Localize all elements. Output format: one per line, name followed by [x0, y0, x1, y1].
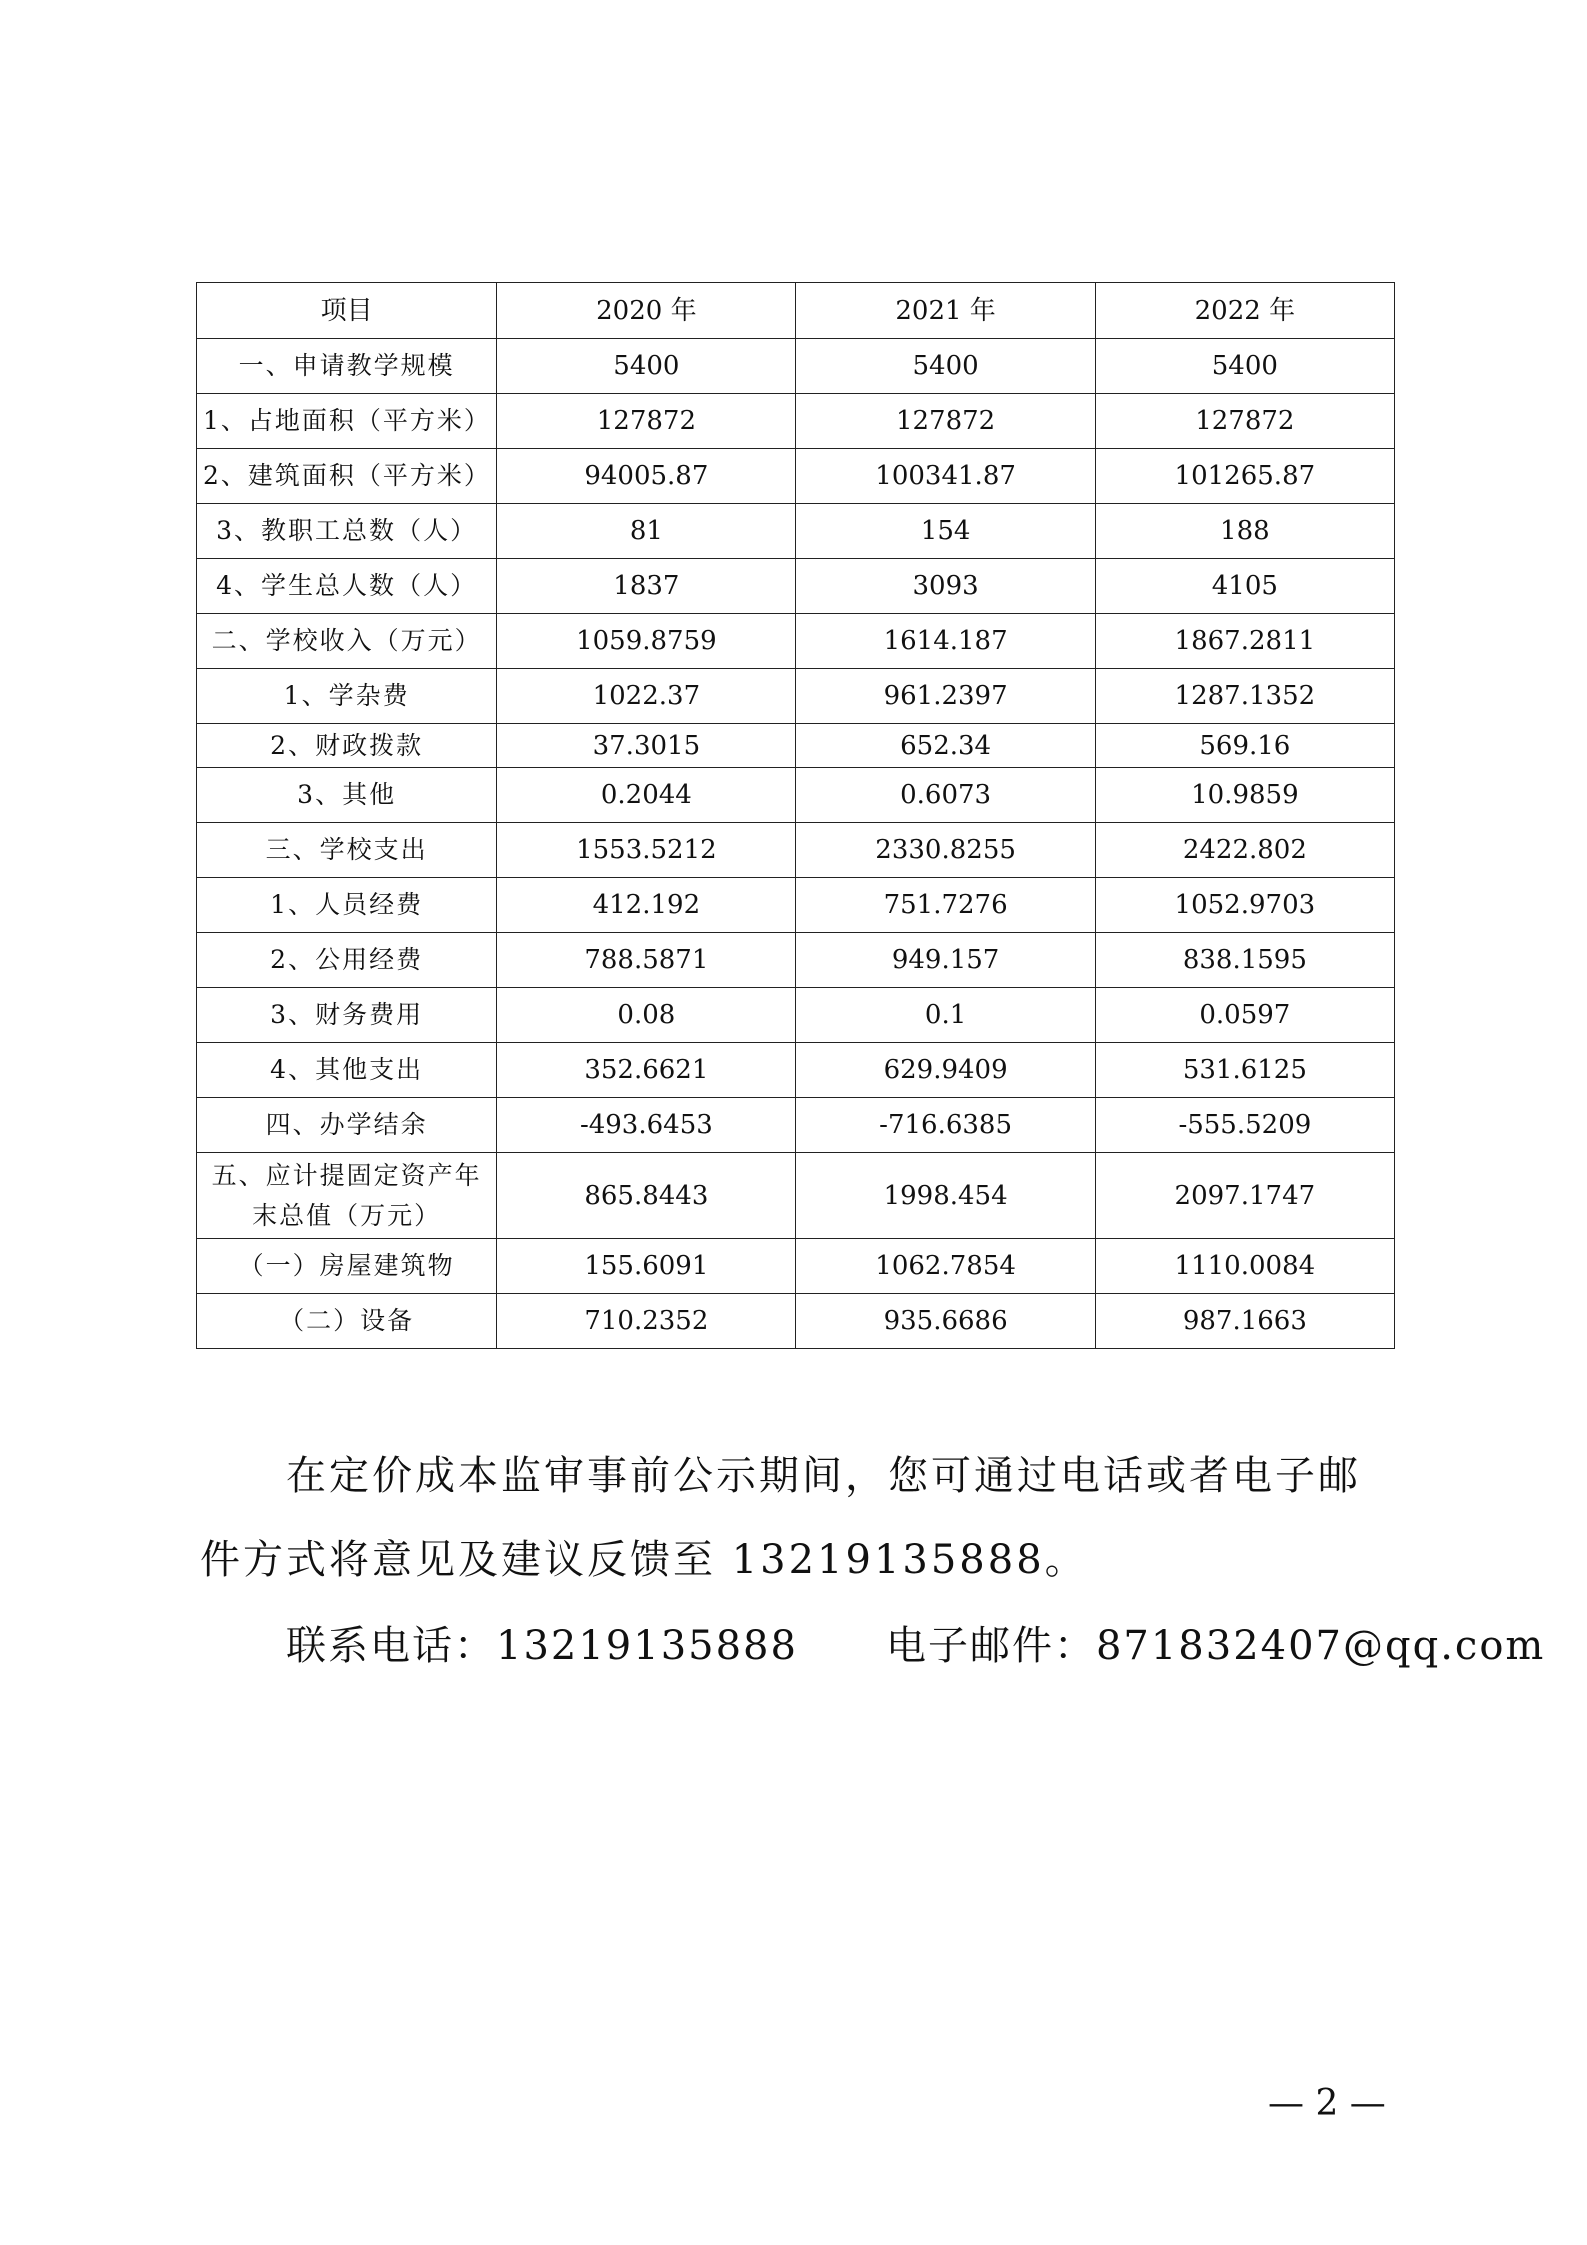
cell-2020: 1022.37 [497, 669, 796, 724]
cell-2020: 788.5871 [497, 933, 796, 988]
cell-2020: 1059.8759 [497, 614, 796, 669]
cell-2022: 1867.2811 [1095, 614, 1394, 669]
cell-2021: 154 [796, 504, 1095, 559]
cell-2020: 127872 [497, 394, 796, 449]
cell-2020: 865.8443 [497, 1153, 796, 1239]
table-header-row [197, 283, 1395, 339]
row-label: 3、教职工总数（人） [197, 504, 497, 559]
table-row [197, 1098, 1395, 1153]
contact-line [286, 1604, 1545, 1688]
table-row [197, 724, 1395, 768]
cell-2021: 961.2397 [796, 669, 1095, 724]
cell-2022: -555.5209 [1095, 1098, 1394, 1153]
row-label: 2、公用经费 [197, 933, 497, 988]
row-label: 1、人员经费 [197, 878, 497, 933]
cell-2022: 0.0597 [1095, 988, 1394, 1043]
cell-2022: 2422.802 [1095, 823, 1394, 878]
cell-2021: 127872 [796, 394, 1095, 449]
cell-2022: 127872 [1095, 394, 1394, 449]
table-row [197, 1294, 1395, 1349]
cell-2021: 2330.8255 [796, 823, 1095, 878]
cell-2022: 838.1595 [1095, 933, 1394, 988]
cell-2020: 0.2044 [497, 768, 796, 823]
row-label: 3、财务费用 [197, 988, 497, 1043]
cell-2022: 2097.1747 [1095, 1153, 1394, 1239]
table-row [197, 669, 1395, 724]
cell-2022: 1287.1352 [1095, 669, 1394, 724]
cell-2020: 352.6621 [497, 1043, 796, 1098]
row-label: 一、申请教学规模 [197, 339, 497, 394]
page-number: — 2 — [1268, 2083, 1386, 2124]
cell-2021: 629.9409 [796, 1043, 1095, 1098]
table-row [197, 394, 1395, 449]
cell-2021: 935.6686 [796, 1294, 1095, 1349]
table-row [197, 614, 1395, 669]
header-2022: 2022 年 [1095, 283, 1394, 339]
cell-2021: 1062.7854 [796, 1239, 1095, 1294]
table-row [197, 449, 1395, 504]
row-label: 4、学生总人数（人） [197, 559, 497, 614]
cell-2020: 412.192 [497, 878, 796, 933]
table-row [197, 559, 1395, 614]
header-2021: 2021 年 [796, 283, 1095, 339]
cell-2021: 0.6073 [796, 768, 1095, 823]
table-row [197, 504, 1395, 559]
table-row [197, 878, 1395, 933]
cell-2021: 100341.87 [796, 449, 1095, 504]
row-label: 4、其他支出 [197, 1043, 497, 1098]
header-2020: 2020 年 [497, 283, 796, 339]
row-label: 2、建筑面积（平方米） [197, 449, 497, 504]
table-row [197, 823, 1395, 878]
row-label: 四、办学结余 [197, 1098, 497, 1153]
cell-2022: 1052.9703 [1095, 878, 1394, 933]
cell-2020: 155.6091 [497, 1239, 796, 1294]
cell-2020: 37.3015 [497, 724, 796, 768]
table-row [197, 933, 1395, 988]
cell-2022: 531.6125 [1095, 1043, 1394, 1098]
cell-2021: 5400 [796, 339, 1095, 394]
cell-2020: 81 [497, 504, 796, 559]
table-row [197, 1043, 1395, 1098]
row-label: （一）房屋建筑物 [197, 1239, 497, 1294]
table-row [197, 988, 1395, 1043]
cell-2021: 949.157 [796, 933, 1095, 988]
cell-2020: -493.6453 [497, 1098, 796, 1153]
cell-2021: 1614.187 [796, 614, 1095, 669]
cell-2021: -716.6385 [796, 1098, 1095, 1153]
table-row [197, 768, 1395, 823]
cell-2021: 751.7276 [796, 878, 1095, 933]
cell-2020: 710.2352 [497, 1294, 796, 1349]
cell-2021: 1998.454 [796, 1153, 1095, 1239]
cell-2020: 1553.5212 [497, 823, 796, 878]
cell-2022: 987.1663 [1095, 1294, 1394, 1349]
table-row [197, 339, 1395, 394]
cell-2022: 188 [1095, 504, 1394, 559]
contact-phone: 联系电话：13219135888 [286, 1623, 798, 1669]
row-label: 1、占地面积（平方米） [197, 394, 497, 449]
cell-2022: 569.16 [1095, 724, 1394, 768]
row-label: （二）设备 [197, 1294, 497, 1349]
row-label: 二、学校收入（万元） [197, 614, 497, 669]
cell-2020: 1837 [497, 559, 796, 614]
notice-paragraph: 在定价成本监审事前公示期间，您可通过电话或者电子邮件方式将意见及建议反馈至 13219135888。 [200, 1453, 1361, 1583]
table-row [197, 1239, 1395, 1294]
cell-2020: 0.08 [497, 988, 796, 1043]
cell-2022: 1110.0084 [1095, 1239, 1394, 1294]
cell-2021: 652.34 [796, 724, 1095, 768]
cell-2022: 5400 [1095, 339, 1394, 394]
cell-2022: 4105 [1095, 559, 1394, 614]
row-label: 五、应计提固定资产年末总值（万元） [197, 1153, 497, 1239]
cost-table [196, 282, 1395, 1349]
cell-2022: 101265.87 [1095, 449, 1394, 504]
header-item: 项目 [197, 283, 497, 339]
row-label: 2、财政拨款 [197, 724, 497, 768]
cell-2020: 94005.87 [497, 449, 796, 504]
row-label: 1、学杂费 [197, 669, 497, 724]
cell-2020: 5400 [497, 339, 796, 394]
row-label: 三、学校支出 [197, 823, 497, 878]
row-label: 3、其他 [197, 768, 497, 823]
cell-2021: 0.1 [796, 988, 1095, 1043]
table-row [197, 1153, 1395, 1239]
cell-2021: 3093 [796, 559, 1095, 614]
cell-2022: 10.9859 [1095, 768, 1394, 823]
contact-email: 电子邮件：871832407@qq.com [885, 1623, 1546, 1669]
